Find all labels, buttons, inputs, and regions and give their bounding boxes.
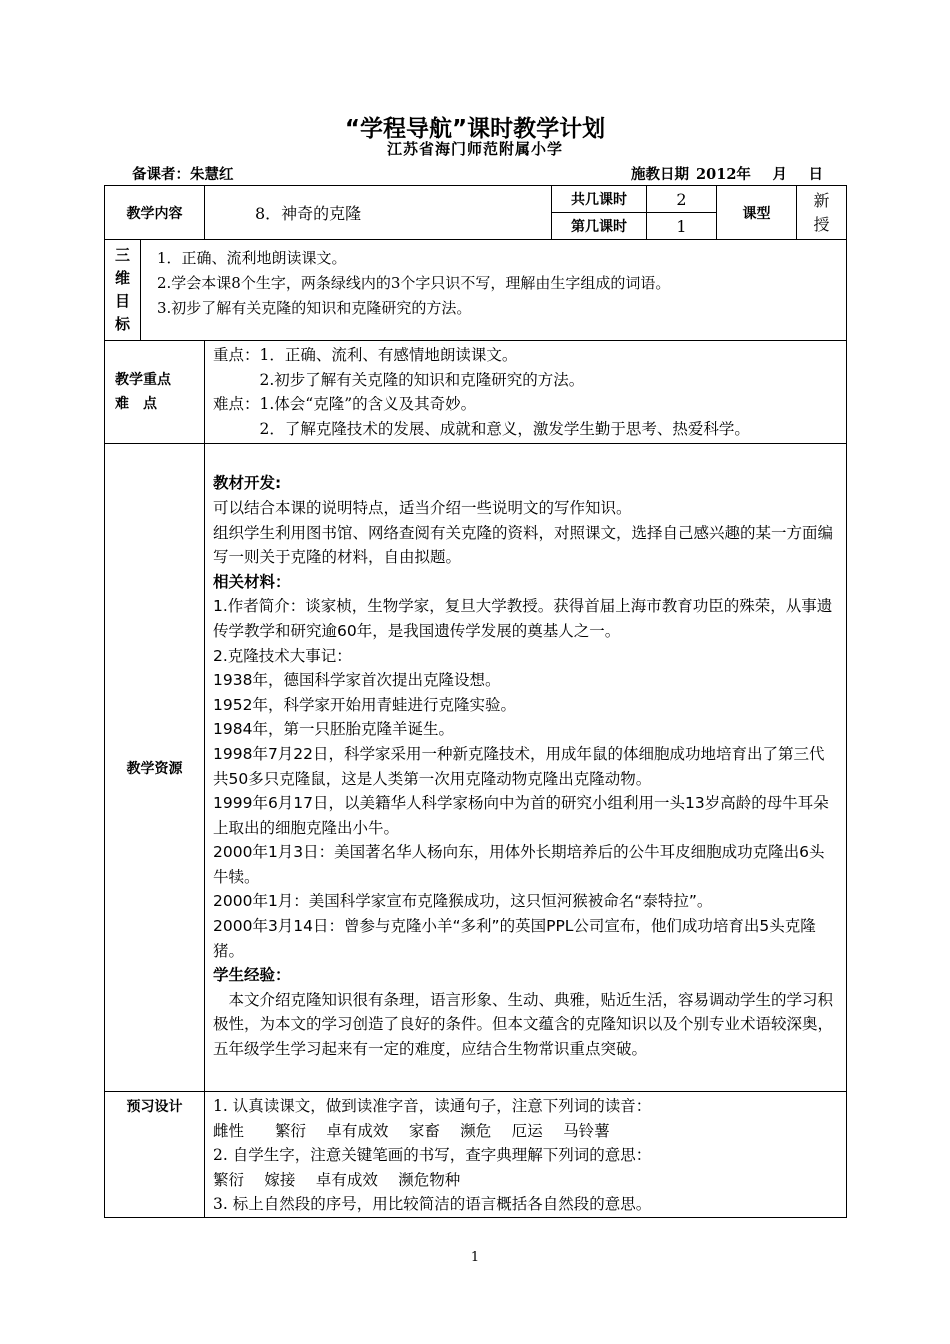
preview-line: 1. 认真读课文，做到读准字音，读通句子，注意下列词的读音： (213, 1097, 652, 1115)
resource-paragraph: 本文介绍克隆知识很有条理，语言形象、生动、典雅，贴近生活，容易调动学生的学习积极性，为本文的学习创造了良好的条件。但本文蕴含的克隆知识以及个别专业术语较深奥，五年级学生学习起来有一定的难度，应结合生物常识重点突破。 (213, 990, 834, 1059)
goals-label: 三维目标 (114, 246, 130, 333)
resource-paragraph: 1938年，德国科学家首次提出克隆设想。 (213, 671, 501, 690)
goals-list (105, 240, 846, 321)
resources-label: 教学资源 (105, 444, 205, 1092)
key-points-label (105, 341, 205, 444)
resource-heading: 学生经验： (213, 966, 291, 985)
key-point-line: 2．了解克隆技术的发展、成就和意义，激发学生勤于思考、热爱科学。 (213, 419, 750, 438)
resources-content (205, 444, 847, 1092)
resource-heading: 教材开发: (213, 474, 282, 493)
page-number: 1 (470, 1250, 480, 1265)
resource-paragraph: 2000年3月14日：曾参与克隆小羊“多利”的英国PPL公司宣布，他们成功培育出5头克隆猪。 (213, 917, 816, 960)
total-hours-label: 共几课时 (552, 186, 647, 213)
resource-heading: 相关材料： (213, 572, 291, 591)
resource-paragraph: 1984年，第一只胚胎克隆羊诞生。 (213, 720, 454, 739)
key-points (205, 341, 847, 444)
goal-item: 2.学会本课8个生字，两条绿线内的3个字只识不写，理解由生字组成的词语。 (157, 274, 671, 292)
preview-line: 雌性 繁衍 卓有成效 家畜 濒危 厄运 马铃薯 (213, 1121, 610, 1140)
resource-paragraph: 2000年1月：美国科学家宣布克隆猴成功，这只恒河猴被命名“泰特拉”。 (213, 892, 713, 911)
key-label-2: 难 点 (115, 396, 157, 412)
resource-paragraph: 可以结合本课的说明特点，适当介绍一些说明文的写作知识。 (213, 498, 632, 517)
lesson-plan-table (104, 185, 847, 1218)
document-title: “学程导航”课时教学计划 (344, 116, 606, 142)
lesson-type-value: 新授 (797, 186, 847, 240)
which-hour-value: 1 (647, 213, 717, 240)
preview-line: 繁衍 嫁接 卓有成效 濒危物种 (213, 1170, 461, 1189)
preview-line: 3. 标上自然段的序号，用比较简洁的语言概括各自然段的意思。 (213, 1195, 652, 1213)
preview-content (205, 1092, 847, 1218)
resource-paragraph: 1999年6月17日，以美籍华人科学家杨向中为首的研究小组利用一头13岁高龄的母牛耳朵上取出的细胞克隆出小牛。 (213, 794, 829, 837)
resource-paragraph: 2.克隆技术大事记： (213, 646, 352, 665)
key-label-1: 教学重点 (115, 372, 171, 388)
school-name: 江苏省海门师范附属小学 (386, 140, 563, 158)
resource-paragraph: 1952年，科学家开始用青蛙进行克隆实验。 (213, 695, 516, 714)
resource-paragraph: 1998年7月22日，科学家采用一种新克隆技术，用成年鼠的体细胞成功地培育出了第三代共50多只克隆鼠，这是人类第一次用克隆动物克隆出克隆动物。 (213, 744, 825, 788)
content-value: 8．神奇的克隆 (205, 186, 552, 240)
goal-item: 3.初步了解有关克隆的知识和克隆研究的方法。 (157, 299, 472, 317)
total-hours-value: 2 (647, 186, 717, 213)
content-label: 教学内容 (105, 186, 205, 240)
teaching-date: 施教日期 2012年 月 日 (631, 166, 823, 183)
resource-paragraph: 组织学生利用图书馆、网络查阅有关克隆的资料，对照课文，选择自己感兴趣的某一方面编写一则关于克隆的材料，自由拟题。 (213, 523, 834, 567)
meta-line (104, 163, 845, 185)
resource-paragraph: 2000年1月3日：美国著名华人杨向东，用体外长期培养后的公牛耳皮细胞成功克隆出6头牛犊。 (213, 843, 825, 886)
key-point-line: 2.初步了解有关克隆的知识和克隆研究的方法。 (213, 370, 585, 389)
key-point-line: 难点：1.体会“克隆”的含义及其奇妙。 (213, 395, 477, 413)
lesson-type-label: 课型 (717, 186, 797, 240)
preview-label: 预习设计 (105, 1092, 205, 1218)
key-point-line: 重点：1．正确、流利、有感情地朗读课文。 (213, 346, 518, 364)
preview-line: 2. 自学生字，注意关键笔画的书写，查字典理解下列词的意思： (213, 1146, 652, 1164)
preparer: 备课者：朱慧红 (132, 166, 234, 183)
resource-paragraph: 1.作者简介：谈家桢，生物学家，复旦大学教授。获得首届上海市教育功臣的殊荣，从事遗传学教学和研究逾60年，是我国遗传学发展的奠基人之一。 (213, 597, 833, 640)
which-hour-label: 第几课时 (552, 213, 647, 240)
goal-item: 1．正确、流利地朗读课文。 (157, 249, 347, 267)
